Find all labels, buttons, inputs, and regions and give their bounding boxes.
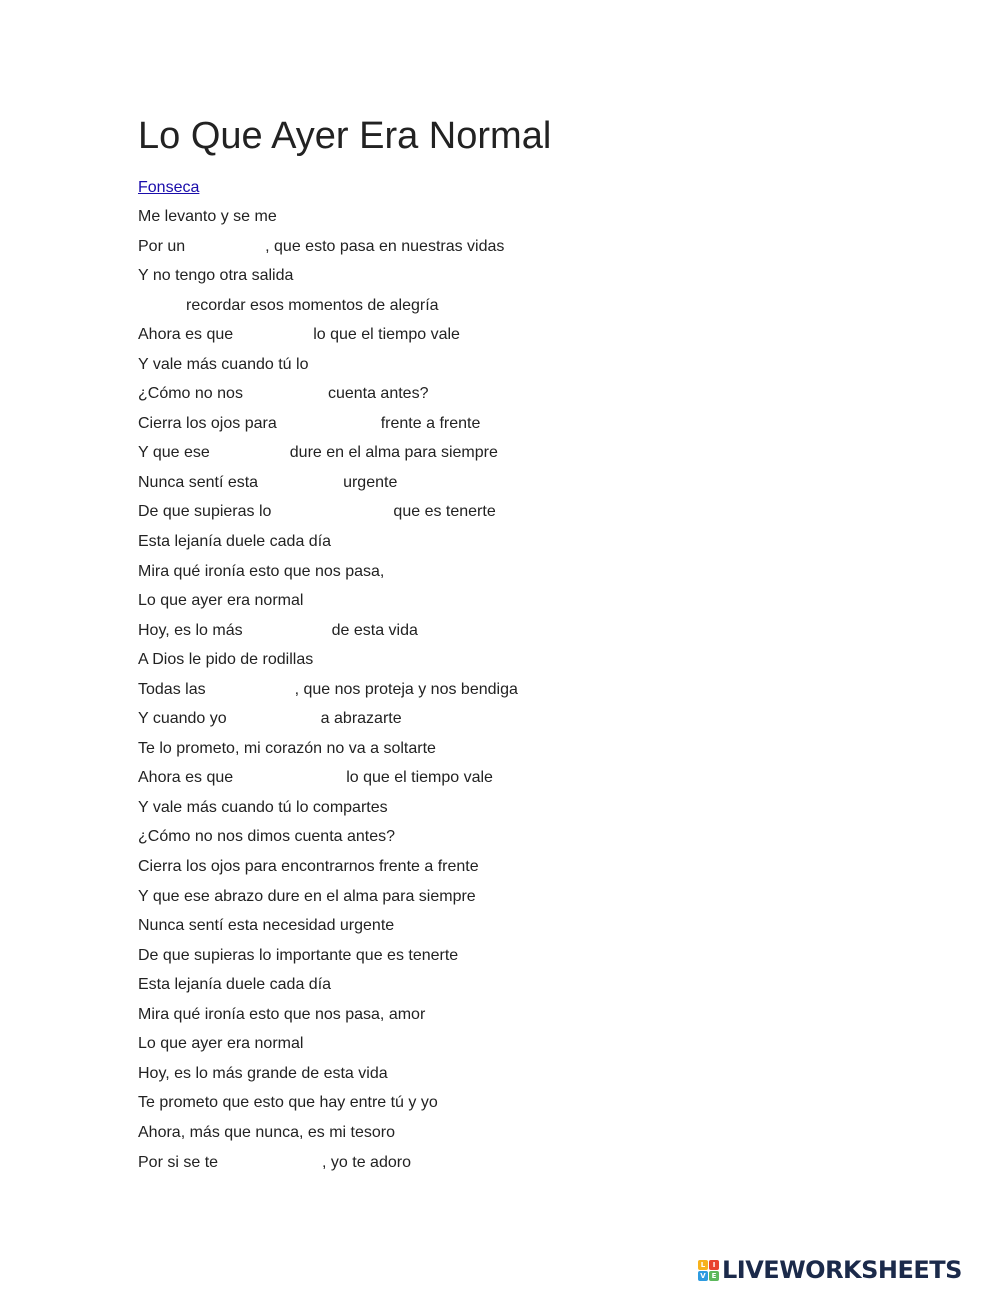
lyric-text: Esta lejanía duele cada día bbox=[138, 976, 332, 994]
lyric-text: ¿Cómo no nos bbox=[138, 385, 243, 403]
lyric-line bbox=[138, 1033, 698, 1063]
lyric-line bbox=[138, 797, 698, 827]
lyric-line bbox=[138, 206, 698, 236]
lyric-text: Ahora es que bbox=[138, 769, 234, 787]
lyric-text: Te prometo que esto que hay entre tú y yo bbox=[138, 1094, 438, 1112]
answer-blank[interactable] bbox=[138, 295, 186, 313]
brand-text: LIVEWORKSHEETS bbox=[722, 1256, 962, 1284]
answer-blank[interactable] bbox=[233, 767, 346, 785]
lyric-text: lo que el tiempo vale bbox=[313, 326, 460, 344]
answer-blank[interactable] bbox=[185, 236, 265, 254]
lyric-text: A Dios le pido de rodillas bbox=[138, 651, 314, 669]
lyric-line bbox=[138, 620, 698, 650]
lyric-text: , yo te adoro bbox=[322, 1153, 411, 1171]
answer-blank[interactable] bbox=[227, 708, 321, 726]
lyric-text: Lo que ayer era normal bbox=[138, 1035, 304, 1053]
lyric-text: de esta vida bbox=[331, 621, 418, 639]
lyric-line bbox=[138, 708, 698, 738]
logo-letter-tile: I bbox=[709, 1260, 719, 1270]
lyric-line bbox=[138, 738, 698, 768]
lyric-text: Mira qué ironía esto que nos pasa, bbox=[138, 562, 385, 580]
lyrics-body bbox=[138, 206, 698, 1181]
answer-blank[interactable] bbox=[206, 679, 295, 697]
lyric-line bbox=[138, 856, 698, 886]
liveworksheets-icon bbox=[698, 1260, 719, 1281]
lyric-line bbox=[138, 354, 698, 384]
answer-blank[interactable] bbox=[233, 324, 313, 342]
lyric-text: Por un bbox=[138, 237, 186, 255]
lyric-line bbox=[138, 295, 698, 325]
lyric-line bbox=[138, 974, 698, 1004]
answer-blank[interactable] bbox=[277, 413, 381, 431]
lyric-line bbox=[138, 265, 698, 295]
lyric-text: Hoy, es lo más bbox=[138, 621, 243, 639]
lyric-text: frente a frente bbox=[380, 414, 481, 432]
lyric-text: ¿Cómo no nos dimos cuenta antes? bbox=[138, 828, 396, 846]
lyric-text: Y no tengo otra salida bbox=[138, 267, 294, 285]
lyric-text: a abrazarte bbox=[320, 710, 402, 728]
lyric-text: cuenta antes? bbox=[327, 385, 429, 403]
lyric-line bbox=[138, 915, 698, 945]
artist-link[interactable]: Fonseca bbox=[138, 179, 200, 196]
lyric-text: Y cuando yo bbox=[138, 710, 227, 728]
lyric-line bbox=[138, 501, 698, 531]
lyric-text: Hoy, es lo más grande de esta vida bbox=[138, 1064, 388, 1082]
lyric-text: Lo que ayer era normal bbox=[138, 592, 304, 610]
lyric-text: Cierra los ojos para encontrarnos frente a frente bbox=[138, 858, 479, 876]
logo-letter-tile: V bbox=[698, 1271, 708, 1281]
lyric-text: dure en el alma para siempre bbox=[289, 444, 498, 462]
lyric-line bbox=[138, 1152, 698, 1182]
lyric-text: De que supieras lo importante que es tenerte bbox=[138, 946, 459, 964]
lyric-line bbox=[138, 945, 698, 975]
liveworksheets-logo bbox=[698, 1257, 962, 1283]
lyric-line bbox=[138, 383, 698, 413]
lyric-text: Me levanto y se me bbox=[138, 208, 277, 225]
lyric-line bbox=[138, 442, 698, 472]
lyric-line bbox=[138, 531, 698, 561]
lyric-text: Nunca sentí esta bbox=[138, 473, 259, 491]
lyric-text: urgente bbox=[343, 473, 398, 491]
lyric-text: Por si se te bbox=[138, 1153, 219, 1171]
lyric-text: que es tenerte bbox=[393, 503, 496, 521]
logo-letter-tile: E bbox=[709, 1271, 719, 1281]
lyric-text: De que supieras lo bbox=[138, 503, 272, 521]
lyric-line bbox=[138, 826, 698, 856]
lyric-line bbox=[138, 767, 698, 797]
answer-blank[interactable] bbox=[258, 472, 343, 490]
lyric-line bbox=[138, 413, 698, 443]
lyric-text: Ahora, más que nunca, es mi tesoro bbox=[138, 1123, 396, 1141]
lyric-line bbox=[138, 561, 698, 591]
lyric-text: , que nos proteja y nos bendiga bbox=[294, 680, 518, 698]
lyric-line bbox=[138, 472, 698, 502]
lyric-line bbox=[138, 1004, 698, 1034]
lyric-text: lo que el tiempo vale bbox=[346, 769, 493, 787]
logo-letter-tile: L bbox=[698, 1260, 708, 1270]
answer-blank[interactable] bbox=[271, 501, 393, 519]
answer-blank[interactable] bbox=[210, 442, 290, 460]
lyric-text: Y vale más cuando tú lo bbox=[138, 355, 309, 373]
lyric-text: Te lo prometo, mi corazón no va a soltarte bbox=[138, 739, 436, 757]
lyric-text: Esta lejanía duele cada día bbox=[138, 533, 332, 551]
lyric-line bbox=[138, 1092, 698, 1122]
answer-blank[interactable] bbox=[218, 1152, 322, 1170]
worksheet-title: Lo Que Ayer Era Normal bbox=[138, 115, 552, 157]
lyric-text: Y que ese abrazo dure en el alma para siempre bbox=[138, 887, 476, 905]
lyric-line bbox=[138, 886, 698, 916]
lyric-line bbox=[138, 1122, 698, 1152]
lyric-text: , que esto pasa en nuestras vidas bbox=[265, 237, 505, 255]
lyric-line bbox=[138, 236, 698, 266]
lyric-text: Y que ese bbox=[138, 444, 210, 462]
lyric-line bbox=[138, 679, 698, 709]
lyric-text: Ahora es que bbox=[138, 326, 234, 344]
lyric-text: Todas las bbox=[138, 680, 206, 698]
answer-blank[interactable] bbox=[243, 620, 332, 638]
lyric-line bbox=[138, 1063, 698, 1093]
lyric-text: Nunca sentí esta necesidad urgente bbox=[138, 917, 395, 935]
lyric-line bbox=[138, 590, 698, 620]
lyric-text: recordar esos momentos de alegría bbox=[186, 296, 439, 314]
lyric-text: Mira qué ironía esto que nos pasa, amor bbox=[138, 1005, 426, 1023]
answer-blank[interactable] bbox=[243, 383, 328, 401]
lyric-text: Cierra los ojos para bbox=[138, 414, 277, 432]
lyric-line bbox=[138, 324, 698, 354]
lyric-text: Y vale más cuando tú lo compartes bbox=[138, 798, 388, 816]
lyric-line bbox=[138, 649, 698, 679]
